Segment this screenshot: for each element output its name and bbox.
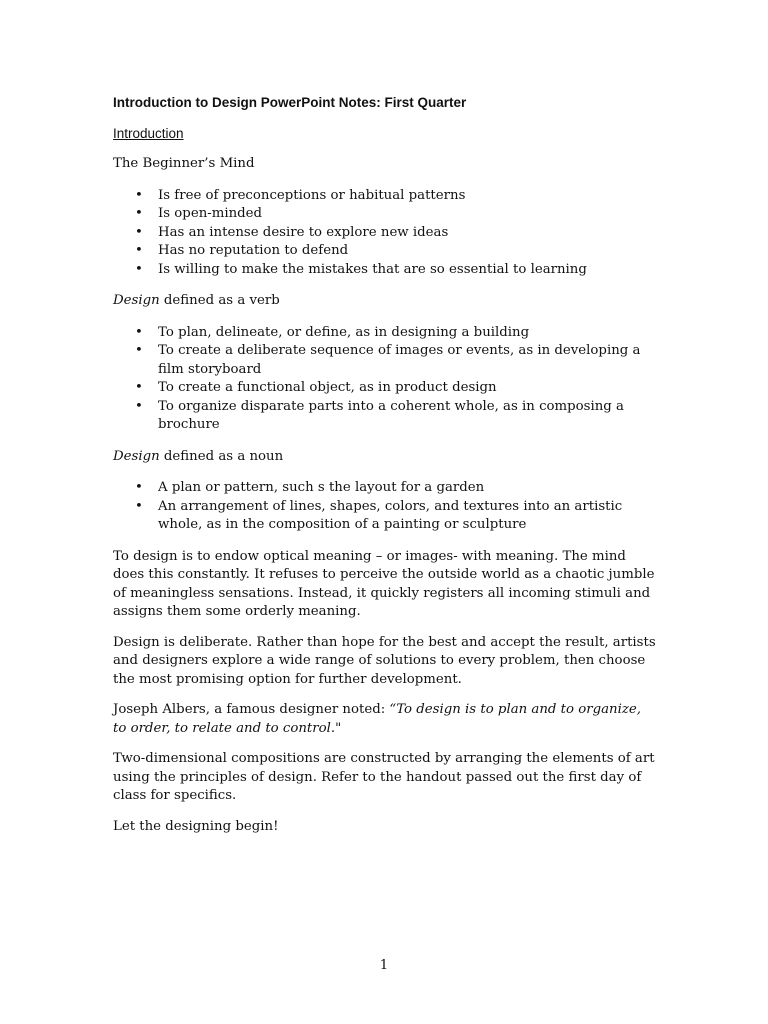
list-item-text: An arrangement of lines, shapes, colors, and textures into an artistic whole, as in the composition of a painting or sculpture <box>158 498 623 532</box>
list-item-text: To create a functional object, as in product design <box>158 380 497 395</box>
document-page <box>113 94 658 848</box>
design-noun-term: Design <box>113 448 160 464</box>
list-item <box>113 398 658 435</box>
list-item <box>113 205 658 224</box>
bullet-icon: • <box>135 224 143 240</box>
list-item <box>113 324 658 343</box>
paragraph-design-deliberate: Design is deliberate. Rather than hope for the best and accept the result, artists and designers explore a wide range of solutions to every problem, then choose the most promising option for further development. <box>113 634 656 687</box>
list-item-text: To create a deliberate sequence of images or events, as in developing a film storyboard <box>158 343 641 377</box>
list-item <box>113 224 658 243</box>
list-item-text: To plan, delineate, or define, as in designing a building <box>158 324 530 340</box>
design-noun-rest: defined as a noun <box>159 448 284 464</box>
page-number: 1 <box>379 958 389 973</box>
list-item-text: A plan or pattern, such s the layout for a garden <box>158 480 485 495</box>
paragraph-albers <box>113 701 658 738</box>
bullet-icon: • <box>135 243 143 258</box>
bullet-icon: • <box>135 398 143 414</box>
list-item <box>113 379 658 398</box>
list-item-text: Has an intense desire to explore new ideas <box>158 224 449 240</box>
bullet-icon: • <box>135 206 143 221</box>
design-noun-heading <box>113 448 658 467</box>
design-noun-list <box>113 479 658 535</box>
list-item-text: Is open-minded <box>158 206 263 221</box>
list-item <box>113 187 658 206</box>
list-item-text: Has no reputation to defend <box>158 243 349 258</box>
bullet-icon: • <box>135 498 143 514</box>
albers-lead: Joseph Albers, a famous designer noted: <box>113 702 390 717</box>
beginners-mind-list <box>113 187 658 280</box>
list-item-text: To organize disparate parts into a coherent whole, as in composing a brochure <box>158 398 624 432</box>
design-verb-term: Design <box>113 293 160 308</box>
section-heading-introduction: Introduction <box>113 125 184 141</box>
list-item-text: Is willing to make the mistakes that are so essential to learning <box>158 261 587 277</box>
closing-line: Let the designing begin! <box>113 818 279 834</box>
bullet-icon: • <box>135 343 143 358</box>
bullet-icon: • <box>135 187 143 203</box>
list-item-text: Is free of preconceptions or habitual patterns <box>158 187 466 203</box>
list-item <box>113 479 658 498</box>
beginners-mind-heading: The Beginner’s Mind <box>113 156 255 171</box>
bullet-icon: • <box>135 324 143 340</box>
list-item <box>113 261 658 280</box>
list-item <box>113 498 658 535</box>
bullet-icon: • <box>135 480 143 495</box>
albers-quote: “To design is to plan and to organize, to order, to relate and to control." <box>113 702 641 736</box>
list-item <box>113 342 658 379</box>
bullet-icon: • <box>135 380 143 395</box>
bullet-icon: • <box>135 261 143 277</box>
list-item <box>113 242 658 261</box>
design-verb-list <box>113 324 658 435</box>
design-verb-rest: defined as a verb <box>159 293 280 308</box>
document-title: Introduction to Design PowerPoint Notes: First Quarter <box>113 95 467 110</box>
design-verb-heading <box>113 292 658 311</box>
paragraph-two-dimensional: Two-dimensional compositions are constructed by arranging the elements of art using the principles of design. Refer to the handout passed out the first day of class for specifics. <box>113 751 655 803</box>
paragraph-optical-meaning: To design is to endow optical meaning – or images- with meaning. The mind does this constantly. It refuses to perceive the outside world as a chaotic jumble of meaningless sensations. Instead, it quickly registers all incoming stimuli and assigns them some orderly meaning. <box>113 548 655 619</box>
